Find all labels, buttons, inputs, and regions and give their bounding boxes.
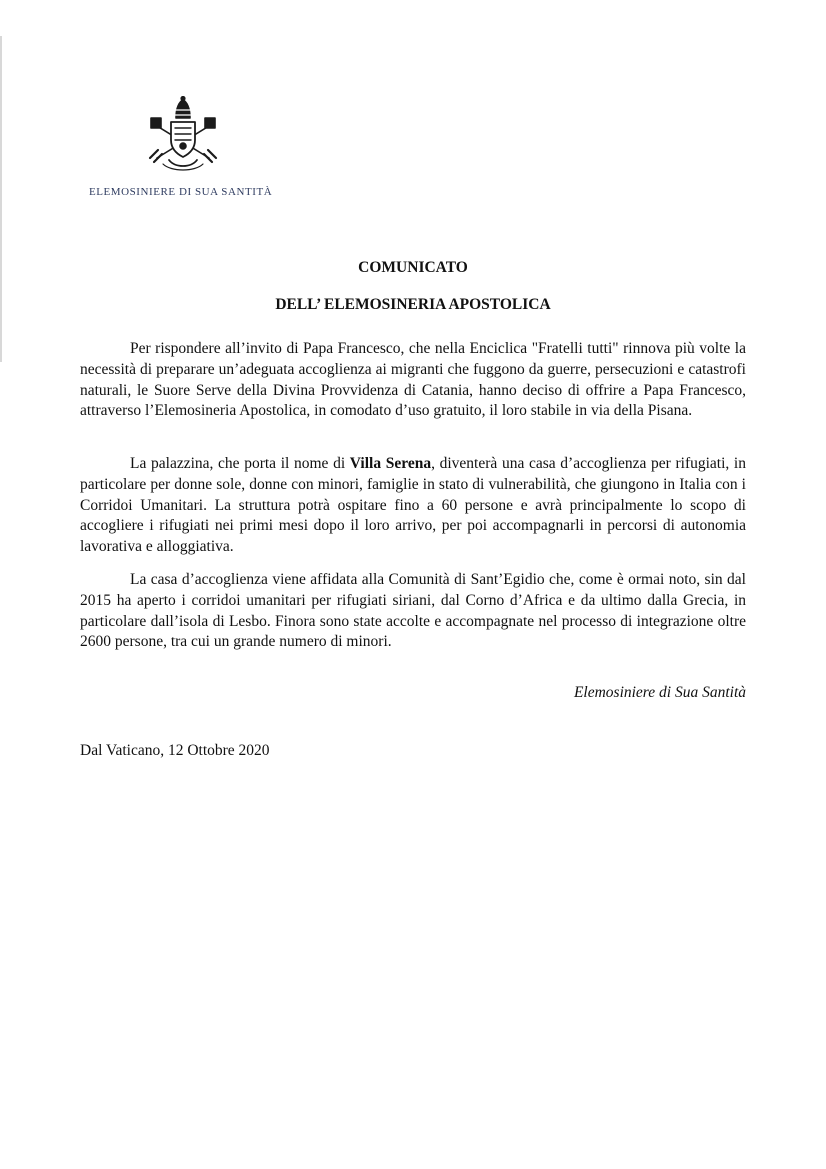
issuer-caption: ELEMOSINIERE DI SUA SANTITÀ [89,186,273,198]
villa-serena-name: Villa Serena [349,455,432,472]
papal-coat-of-arms-icon [147,96,219,172]
document-title: COMUNICATO [358,259,468,276]
page-edge-rule [0,36,2,362]
dateline: Dal Vaticano, 12 Ottobre 2020 [80,742,270,759]
paragraph-2-text-end: , diventerà una casa d’accoglienza per rifugiati, in particolare per donne sole, donne con minori, famiglie in stato di vulnerabilità, che giungono in Italia con i Corridoi Umanitari. La struttura potrà ospitare fino a 60 persone e avrà principalmente lo scopo di accogliere i rifugiati nei primi mesi dopo il loro arrivo, per poi accompagnarli in percorsi di autonomia lavorativa e alloggiativa. [80,455,746,556]
document-subtitle: DELL’ ELEMOSINERIA APOSTOLICA [275,296,551,313]
paragraph-2 [80,454,746,558]
signature: Elemosiniere di Sua Santità [573,684,746,701]
paragraph-3: La casa d’accoglienza viene affidata alla Comunità di Sant’Egidio che, come è ormai noto, sin dal 2015 ha aperto i corridoi umanitari per rifugiati siriani, dal Corno d’Africa e da ultimo dalla Grecia, in particolare dall’isola di Lesbo. Finora sono state accolte e accompagnate nel processo di integrazione oltre 2600 persone, tra cui un grande numero di minori. [80,571,746,651]
paragraph-2-text-start: La palazzina, che porta il nome di [130,455,350,472]
paragraph-1: Per rispondere all’invito di Papa Francesco, che nella Enciclica "Fratelli tutti" rinnova più volte la necessità di preparare un’adeguata accoglienza ai migranti che fuggono da guerre, persecuzioni e catastrofi naturali, le Suore Serve della Divina Provvidenza di Catania, hanno deciso di offrire a Papa Francesco, attraverso l’Elemosineria Apostolica, in comodato d’uso gratuito, il loro stabile in via della Pisana. [80,340,746,420]
